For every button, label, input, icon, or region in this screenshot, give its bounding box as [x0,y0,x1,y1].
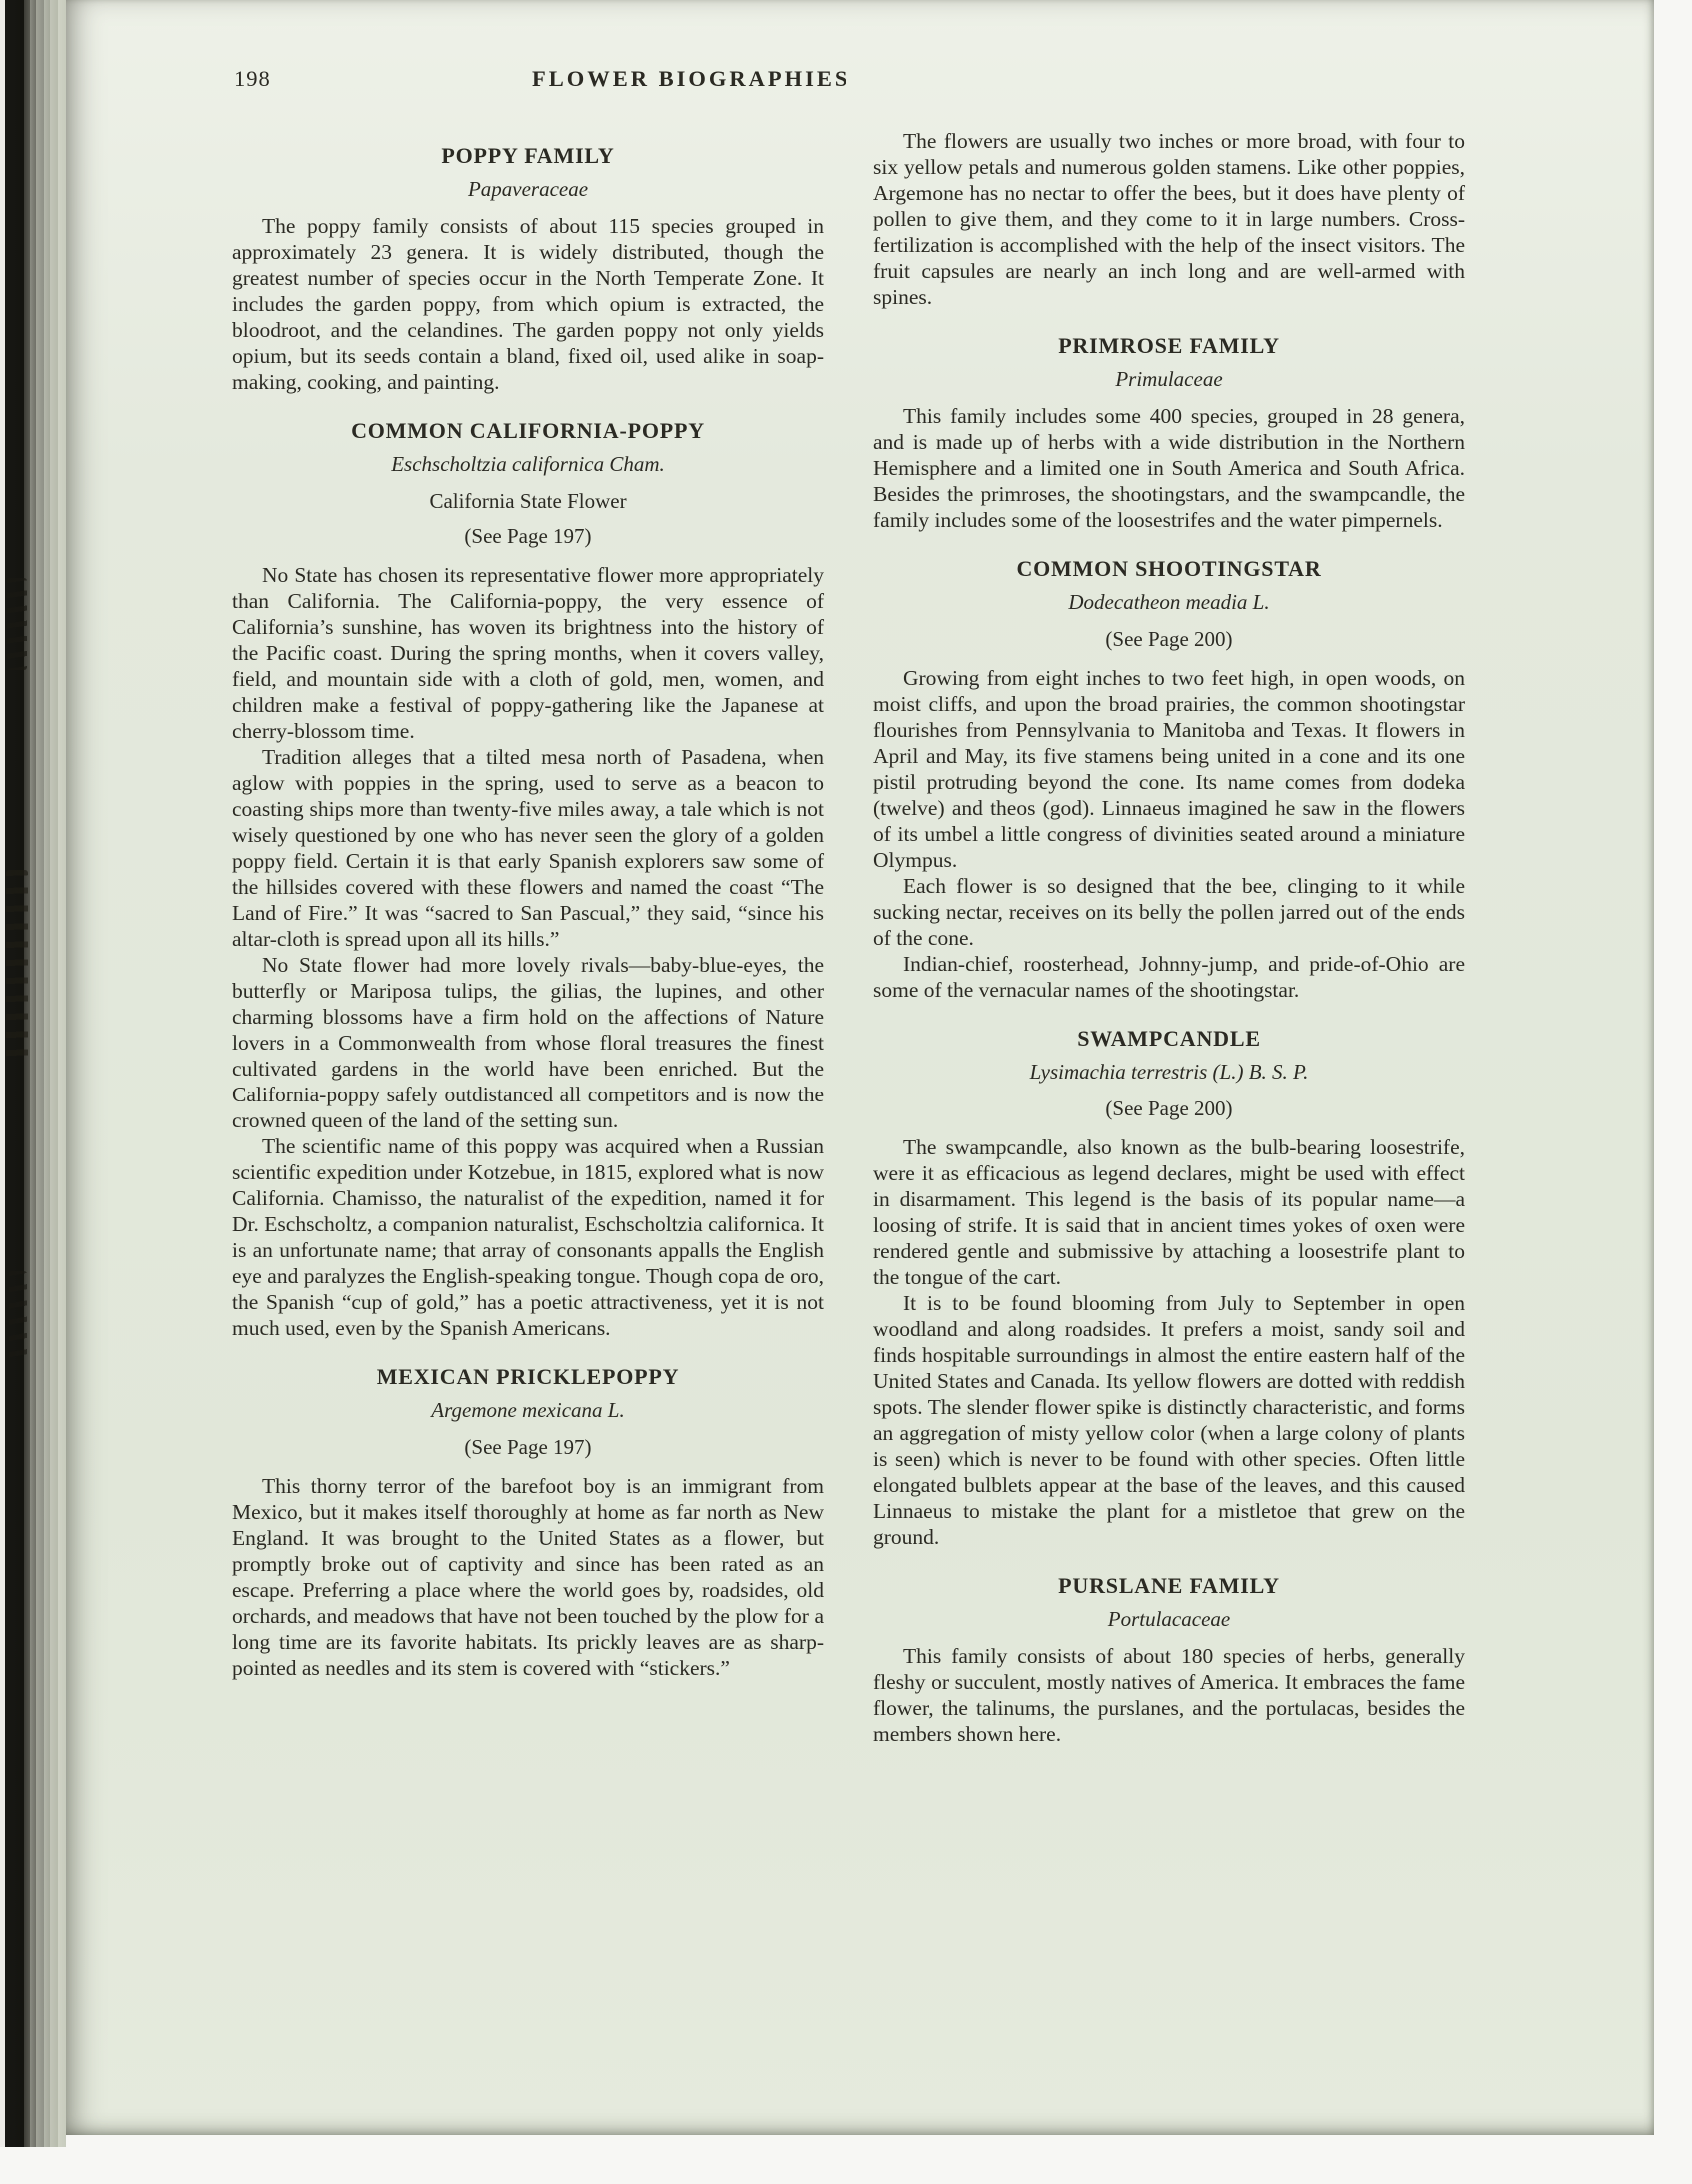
latin-name: Lysimachia terrestris (L.) B. S. P. [1029,1060,1309,1084]
text-columns [232,128,1486,1747]
page-number: 198 [234,66,271,91]
right-column [873,128,1465,1747]
margin-mark [9,1271,27,1361]
continuation-paragraph: The flowers are usually two inches or more broad, with four to six yellow petals and numerous golden stamens. Like other poppies, Argemone has no nectar to offer the bees, but it does have plenty of pollen to give them, and they come to it in large numbers. Cross-fertilization is accomplished with the help of the insect visitors. The fruit capsules are nearly an inch long and are well-armed with spines. [873,129,1465,309]
paragraph: This thorny terror of the barefoot boy is an immigrant from Mexico, but it makes itself thoroughly at home as far north as New England. It was brought to the United States as a flower, but promptly broke out of captivity and since has been rated as an escape. Preferring a place where the world goes by, roadsides, old orchards, and meadows that have not been touched by the plow for a long time are its favorite habitats. Its prickly leaves are as sharp-pointed as needles and its stem is covered with “stickers.” [232,1474,824,1680]
section-heading: PURSLANE FAMILY [1058,1573,1280,1598]
paragraph: Each flower is so designed that the bee, clinging to it while sucking nectar, receives on its belly the pollen jarred out of the ends of the cone. [873,874,1465,950]
paragraph: Tradition alleges that a tilted mesa north of Pasadena, when aglow with poppies in the spring, used to serve as a beacon to coasting ships more than twenty-five miles away, a tale which is not wisely questioned by one who has never seen the glory of a golden poppy field. Certain it is that early Spanish explorers saw some of the hillsides covered with these flowers and named the coast “The Land of Fire.” It was “sacred to San Pascual,” they said, “since his altar-cloth is spread upon all its hills.” [232,745,824,951]
latin-name: Primulaceae [1115,367,1223,391]
latin-name: Eschscholtzia californica Cham. [391,452,665,476]
section-heading: POPPY FAMILY [441,143,615,168]
latin-name: Papaveraceae [467,177,589,201]
latin-name: Argemone mexicana L. [431,1398,625,1422]
section-subtitle: California State Flower [429,489,627,513]
paragraph: No State flower had more lovely rivals—baby-blue-eyes, the butterfly or Mariposa tulips, the gilias, the lupines, and other charming blossoms have a firm hold on the affections of Nature lovers in a Commonwealth from whose floral treasures the finest cultivated gardens in the world have been enriched. But the California-poppy safely outdistanced all competitors and is now the crowned queen of the land of the setting sun. [232,953,824,1132]
margin-mark [6,870,28,1060]
see-page-reference: (See Page 197) [464,524,592,548]
section-heading: COMMON CALIFORNIA-POPPY [351,418,705,443]
latin-name: Dodecatheon meadia L. [1068,590,1270,614]
paragraph: The scientific name of this poppy was acquired when a Russian scientific expedition under Kotzebue, in 1815, explored what is now California. Chamisso, the naturalist of the expedition, named it for Dr. Eschscholtz, a companion naturalist, Eschscholtzia californica. It is an unfortunate name; that array of consonants appalls the English eye and paralyzes the English-speaking tongue. Though copa de oro, the Spanish “cup of gold,” has a poetic attractiveness, yet it is not much used, even by the Spanish Americans. [232,1134,824,1340]
page-paper [66,0,1654,2135]
margin-mark [7,578,27,670]
see-page-reference: (See Page 200) [1105,1096,1233,1120]
see-page-reference: (See Page 200) [1105,627,1233,651]
latin-name: Portulacaceae [1107,1607,1231,1631]
paragraph: The poppy family consists of about 115 species grouped in approximately 23 genera. It is widely distributed, though the greatest number of species occur in the North Temperate Zone. It includes the garden poppy, from which opium is extracted, the bloodroot, and the celandines. The garden poppy not only yields opium, but its seeds contain a bland, fixed oil, used alike in soap-making, cooking, and painting. [232,214,824,394]
section-heading: MEXICAN PRICKLEPOPPY [376,1364,680,1389]
left-column [232,128,824,1747]
paragraph: Growing from eight inches to two feet high, in open woods, on moist cliffs, and upon the broad prairies, the common shootingstar flourishes from Pennsylvania to Manitoba and Texas. It flowers in April and May, its five stamens being united in a cone and its one pistil protruding beyond the cone. Its name comes from dodeka (twelve) and theos (god). Linnaeus imagined he saw in the flowers of its umbel a little congress of divinities seated around a miniature Olympus. [873,666,1465,872]
paragraph: Indian-chief, roosterhead, Johnny-jump, and pride-of-Ohio are some of the vernacular names of the shootingstar. [873,952,1465,1002]
section-heading: COMMON SHOOTINGSTAR [1016,556,1322,581]
see-page-reference: (See Page 197) [464,1435,592,1459]
running-title: FLOWER BIOGRAPHIES [532,66,850,91]
paragraph: The swampcandle, also known as the bulb-bearing loosestrife, were it as efficacious as legend declares, might be used with effect in disarmament. This legend is the basis of its popular name—a loosing of strife. It is said that in ancient times yokes of oxen were rendered gentle and submissive by attaching a loosestrife plant to the tongue of the cart. [873,1135,1465,1289]
section-heading: SWAMPCANDLE [1077,1026,1261,1051]
paragraph: This family includes some 400 species, grouped in 28 genera, and is made up of herbs with a wide distribution in the Northern Hemisphere and a limited one in South America and South Africa. Besides the primroses, the shootingstars, and the swampcandle, the family includes some of the loosestrifes and the water pimpernels. [873,404,1465,532]
section-heading: PRIMROSE FAMILY [1058,333,1280,358]
paragraph: This family consists of about 180 species of herbs, generally fleshy or succulent, mostly natives of America. It embraces the fame flower, the talinums, the purslanes, and the portulacas, besides the members shown here. [873,1644,1465,1746]
paragraph: No State has chosen its representative flower more appropriately than California. The California-poppy, the very essence of California’s sunshine, has woven its brightness into the history of the Pacific coast. During the spring months, when it covers valley, field, and mountain side with a cloth of gold, men, women, and children make a festival of poppy-gathering like the Japanese at cherry-blossom time. [232,563,824,743]
page-header [232,66,1486,100]
book-binding-edge [0,0,66,2147]
paragraph: It is to be found blooming from July to September in open woodland and along roadsides. It prefers a moist, sandy soil and finds hospitable surroundings in almost the entire eastern half of the United States and Canada. Its yellow flowers are dotted with reddish spots. The slender flower spike is distinctly characteristic, and forms an aggregation of misty yellow color (when a large colony of plants is seen) which is never to be found with other species. Often little elongated bulblets appear at the base of the leaves, and this caused Linnaeus to mistake the plant for a mistletoe that grew on the ground. [873,1291,1465,1549]
